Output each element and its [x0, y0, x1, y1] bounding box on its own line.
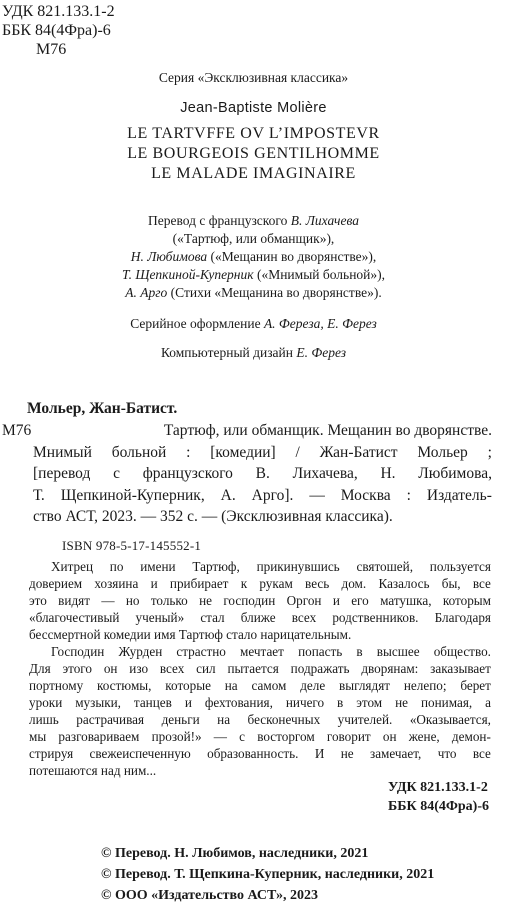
word: Издатель- [426, 486, 492, 504]
translation-line-4: Т. Щепкиной-Куперник («Мнимый больной»), [121, 267, 386, 282]
word: костюмы, [97, 678, 152, 693]
annotation-line [29, 677, 491, 694]
translator-name: В. Лихачева [290, 213, 359, 228]
word: попасть [298, 644, 343, 659]
word: выглядят [339, 678, 391, 693]
word: господин [223, 593, 276, 608]
word: бы, [441, 576, 461, 591]
bib-line: ство АСТ, 2023. — 352 с. — (Эксклюзивная классика). [33, 508, 393, 525]
translation-line-1: Перевод с французского В. Лихачева [148, 213, 359, 228]
word: и [332, 593, 340, 608]
annotation-line [29, 728, 491, 745]
computer-design-credit: Компьютерный дизайн Е. Ферез [160, 345, 347, 360]
annotation-line [29, 745, 491, 762]
word: что [437, 746, 457, 761]
word: ничего [285, 695, 325, 710]
word: всех [159, 661, 185, 676]
bib-line [2, 442, 492, 464]
word: на [217, 712, 231, 727]
word: уроки [29, 695, 63, 710]
word: изо [129, 661, 149, 676]
word: мечтает [240, 644, 284, 659]
footer-classification-codes [388, 778, 489, 816]
word: растрачивая [76, 712, 145, 727]
word: И [314, 746, 325, 761]
word: на [224, 678, 238, 693]
annotation-line: бессмертной комедии имя Тартюф стало нарицательным. [29, 627, 352, 642]
bib-line [2, 485, 492, 507]
copyright-line: © ООО «Издательство АСТ», 2023 [101, 888, 319, 903]
translation-line-2: («Тартюф, или обманщик»), [172, 231, 335, 246]
word: этого [62, 661, 92, 676]
bib-author-mark: М76 [2, 422, 32, 439]
word: А. [220, 486, 236, 504]
word: — [101, 593, 115, 608]
word: замечает, [369, 746, 422, 761]
word: все [472, 576, 491, 591]
word: подражать [290, 661, 350, 676]
word: заказывает [430, 661, 491, 676]
word: жене, [408, 729, 440, 744]
word: В. [255, 465, 270, 482]
word: нелепо; [403, 678, 447, 693]
word: больной [111, 443, 167, 461]
word: образованность. [207, 746, 299, 761]
word: всех [291, 610, 317, 625]
word: «благочестивый [29, 610, 120, 625]
classification-codes [2, 2, 115, 59]
word: по [109, 559, 124, 574]
annotation-line [29, 592, 491, 609]
word: и [184, 695, 192, 710]
word: разговариваем [58, 729, 140, 744]
word: не [199, 593, 213, 608]
bibliographic-author: Мольер, Жан-Батист. [27, 400, 178, 417]
word: хозяина [94, 576, 139, 591]
annotation-line [29, 609, 491, 626]
word: французского [142, 465, 233, 482]
translation-credits [0, 212, 507, 302]
word: бесконечных [247, 712, 321, 727]
word: [перевод [33, 465, 91, 482]
word: весь [305, 576, 330, 591]
word: с [113, 465, 120, 482]
original-titles [0, 124, 507, 184]
word: стал [200, 610, 225, 625]
copyright-line: © Перевод. Т. Щепкина-Куперник, наследники, 2021 [101, 867, 435, 882]
translation-line-3: Н. Любимова («Мещанин во дворянстве»), [130, 249, 377, 264]
copyright-notices [101, 843, 434, 906]
bibliographic-record [2, 420, 492, 528]
word: Москва [340, 486, 391, 504]
annotation [29, 558, 491, 779]
word: Н. [380, 465, 396, 482]
word: [комедии] [210, 443, 276, 461]
annotation-line [29, 660, 491, 677]
word: ученый» [135, 610, 185, 625]
word: общество. [433, 644, 491, 659]
word: это [29, 593, 47, 608]
word: Казалось [378, 576, 430, 591]
word: которым [442, 593, 491, 608]
word: пользуется [429, 559, 491, 574]
word: святошей, [356, 559, 414, 574]
word: : [186, 443, 191, 461]
word: к [240, 576, 248, 591]
translator-name: А. Арго [125, 285, 168, 300]
word: Журден [118, 644, 163, 659]
word: Арго]. [251, 486, 294, 504]
word: сил [196, 661, 216, 676]
word: мы [29, 729, 47, 744]
word: деньги [161, 712, 200, 727]
word: демон- [451, 729, 491, 744]
annotation-line [29, 558, 491, 575]
udk-code: УДК 821.133.1-2 [2, 3, 115, 20]
cover-design-credit: Серийное оформление А. Фереза, Е. Ферез [130, 316, 377, 331]
word: фехтования, [204, 695, 273, 710]
word: Любимова, [418, 465, 492, 482]
word: страстно [176, 644, 226, 659]
word: дворянам: [361, 661, 419, 676]
word: матушка, [380, 593, 432, 608]
word: этом [356, 695, 383, 710]
word: он [103, 661, 118, 676]
word: Хитрец [51, 559, 94, 574]
annotation-line [29, 575, 491, 592]
title-tartuffe: LE TARTVFFE OV L’IMPOSTEVR [127, 125, 380, 142]
word: прибирает [169, 576, 229, 591]
isbn: ISBN 978-5-17-145552-1 [62, 538, 202, 553]
word: доверием [29, 576, 83, 591]
word: Мнимый [33, 443, 92, 461]
word: Щепкиной-Куперник, [60, 486, 205, 504]
word: Жан-Батист [319, 443, 398, 461]
word: с [239, 729, 246, 744]
annotation-line [29, 694, 491, 711]
designer-name: Е. Ферез [296, 345, 347, 360]
word: прозой!» [151, 729, 202, 744]
word: учителей. [337, 712, 393, 727]
bbk-code: ББК 84(4Фра)-6 [2, 22, 111, 39]
word: его [351, 593, 369, 608]
word: высшее [376, 644, 420, 659]
word: Для [29, 661, 51, 676]
word: видят [58, 593, 90, 608]
bib-line: М76 Тартюф, или обманщик. Мещанин во дворянстве. [2, 420, 492, 442]
series-title: Серия «Эксклюзивная классика» [158, 70, 349, 85]
footer-udk-code: УДК 821.133.1-2 [388, 780, 488, 795]
word: Оргон [286, 593, 322, 608]
word: — [309, 486, 325, 504]
word: говорит [326, 729, 371, 744]
word: деле [300, 678, 326, 693]
word: музыки, [75, 695, 121, 710]
word: портному [29, 678, 84, 693]
word: ближе [240, 610, 276, 625]
word: лишь [29, 712, 59, 727]
word: но [125, 593, 140, 608]
copyright-line: © Перевод. Н. Любимов, наследники, 2021 [101, 846, 369, 861]
word: он [382, 729, 397, 744]
word: / [295, 443, 300, 461]
designer-names: А. Фереза, Е. Ферез [263, 316, 377, 331]
word: а [485, 695, 491, 710]
word: в [356, 644, 363, 659]
author-mark: М76 [36, 41, 67, 58]
word: не [395, 695, 409, 710]
translator-name: Т. Щепкиной-Куперник [121, 267, 254, 282]
word: стрируя [29, 746, 74, 761]
word: пытается [227, 661, 279, 676]
word: «Оказывается, [409, 712, 491, 727]
word: свежеиспеченную [89, 746, 191, 761]
word: не [340, 746, 354, 761]
word: Тартюф, [192, 559, 240, 574]
word: понимая, [420, 695, 473, 710]
word: все [472, 746, 491, 761]
word: восторгом [257, 729, 315, 744]
author-original-name: Jean-Baptiste Molière [180, 100, 327, 116]
word: Благодаря [434, 610, 491, 625]
word: дом. [341, 576, 367, 591]
word: танцев [133, 695, 172, 710]
word: имени [140, 559, 176, 574]
translation-line-5: А. Арго (Стихи «Мещанина во дворянстве»). [125, 285, 382, 300]
word: берет [460, 678, 491, 693]
word: Т. [33, 486, 45, 504]
annotation-line [29, 711, 491, 728]
word: прикинувшись [256, 559, 340, 574]
word: и [150, 576, 158, 591]
word: самом [251, 678, 287, 693]
word: только [150, 593, 188, 608]
word: родственников. [332, 610, 419, 625]
word: в [337, 695, 344, 710]
word: Господин [51, 644, 105, 659]
word: ; [487, 443, 492, 461]
word: : [406, 486, 411, 504]
word: Мольер [417, 443, 468, 461]
translator-name: Н. Любимова [130, 249, 208, 264]
annotation-line: потешаются над ним... [29, 763, 157, 778]
annotation-line [29, 643, 491, 660]
word: рукам [259, 576, 293, 591]
title-bourgeois: LE BOURGEOIS GENTILHOMME [127, 145, 380, 162]
title-malade: LE MALADE IMAGINAIRE [151, 165, 356, 182]
word: которые [165, 678, 211, 693]
word: Лихачева, [292, 465, 358, 482]
bib-line [2, 463, 492, 485]
footer-bbk-code: ББК 84(4Фра)-6 [388, 799, 489, 814]
word: — [213, 729, 227, 744]
